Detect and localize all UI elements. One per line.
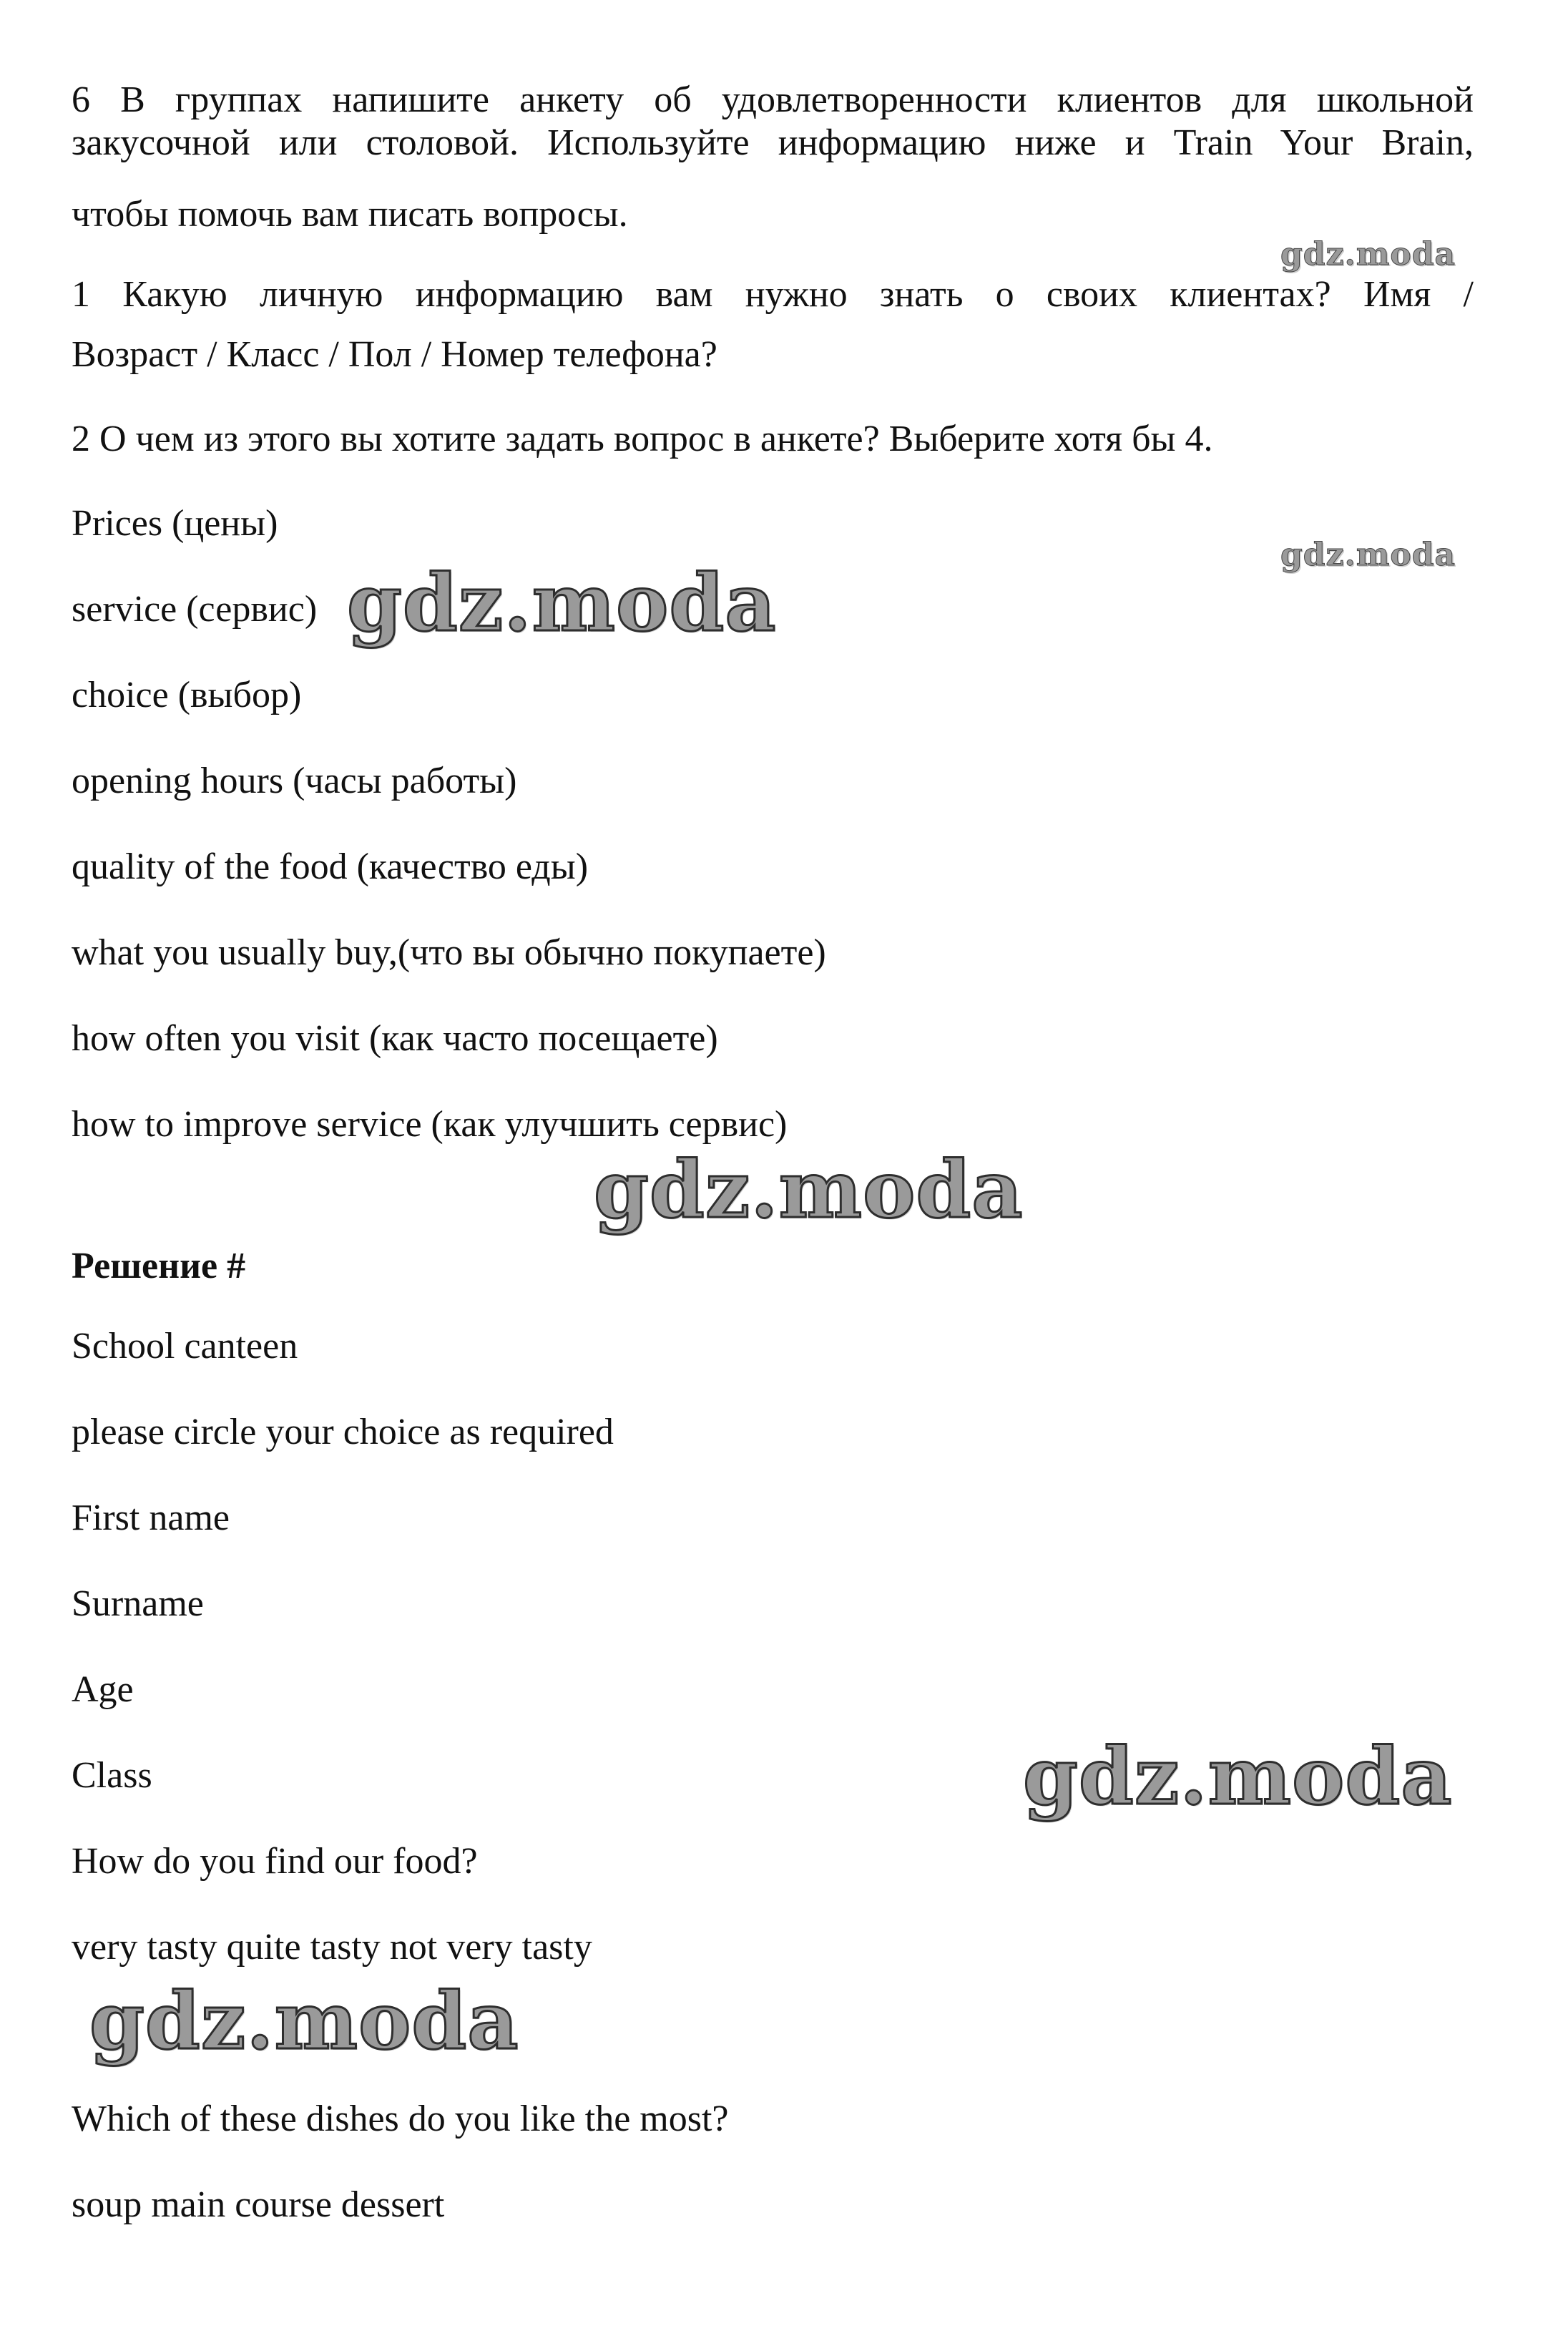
solution-line: How do you find our food?: [72, 1841, 478, 1882]
watermark: gdz.moda: [1280, 236, 1456, 273]
option-item: Prices (цены): [72, 503, 278, 544]
task-heading-line-last: чтобы помочь вам писать вопросы.: [72, 194, 628, 235]
option-item: service (сервис): [72, 589, 318, 630]
solution-line: School canteen: [72, 1326, 298, 1367]
watermark: gdz.moda: [347, 557, 777, 649]
solution-line: Age: [72, 1669, 134, 1710]
solution-line: very tasty quite tasty not very tasty: [72, 1927, 592, 1968]
option-item: quality of the food (качество еды): [72, 846, 589, 887]
question-1-line: 1 Какую личную информацию вам нужно знать о своих клиентах? Имя /: [72, 274, 1474, 315]
watermark: gdz.moda: [1280, 537, 1456, 573]
option-item: how to improve service (как улучшить сервис): [72, 1104, 788, 1145]
solution-line: Surname: [72, 1583, 204, 1624]
question-1-line-last: Возраст / Класс / Пол / Номер телефона?: [72, 334, 717, 375]
option-item: what you usually buy,(что вы обычно покупаете): [72, 932, 826, 973]
solution-line: Class: [72, 1755, 152, 1796]
solution-line: First name: [72, 1497, 230, 1538]
solution-line: soup main course dessert: [72, 2184, 445, 2225]
watermark: gdz.moda: [594, 1143, 1024, 1236]
task-heading-line: 6 В группах напишите анкету об удовлетворенности клиентов для школьной: [72, 79, 1474, 120]
task-heading: [72, 79, 1474, 165]
option-item: opening hours (часы работы): [72, 761, 517, 801]
watermark: gdz.moda: [1023, 1730, 1453, 1822]
question-1: [72, 273, 1474, 316]
solution-line: Which of these dishes do you like the most?: [72, 2098, 729, 2139]
watermark: gdz.moda: [89, 1975, 519, 2067]
solution-label: Решение #: [72, 1246, 246, 1286]
option-item: choice (выбор): [72, 675, 302, 715]
solution-line: please circle your choice as required: [72, 1412, 614, 1452]
option-item: how often you visit (как часто посещаете): [72, 1018, 718, 1059]
task-heading-line: закусочной или столовой. Используйте информацию ниже и Train Your Brain,: [72, 122, 1474, 163]
question-2: 2 О чем из этого вы хотите задать вопрос в анкете? Выберите хотя бы 4.: [72, 419, 1213, 459]
